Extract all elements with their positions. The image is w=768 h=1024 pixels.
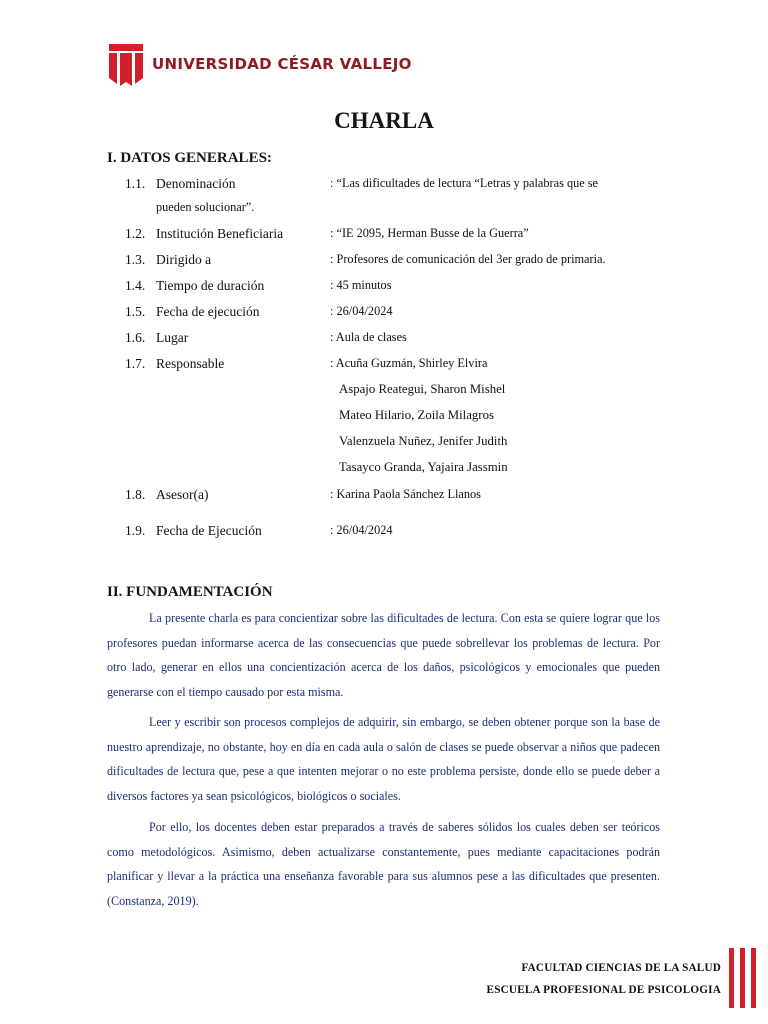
footer-school: ESCUELA PROFESIONAL DE PSICOLOGIA [486,984,721,996]
data-row-lugar [125,330,685,352]
row-number: 1.1. [125,176,146,191]
red-bar [740,948,745,1008]
footer-red-bars [729,948,765,1010]
row-label: Institución Beneficiaria [156,226,284,241]
paragraph: La presente charla es para concientizar sobre las dificultades de lectura. Con esta se quiere lograr que los profesores puedan informarse acerca de las consecuencias que puede sobrellevar los problemas de lectura. Por otro lado, generar en ellos una concientización acerca de los daños, psicológicos y emocionales que pueden generarse con el tiempo causado por esta misma. [107,611,660,700]
data-row-institucion [125,226,685,248]
responsable-name: Tasayco Granda, Yajaira Jassmin [339,460,508,474]
paragraph: Leer y escribir son procesos complejos de adquirir, sin embargo, se deben obtener porque son la base de nuestro aprendizaje, no obstante, hoy en día en cada aula o salón de clases se puede observar a niños que padecen dificultades de lectura que, pese a que intenten mejorar o no este problema persiste, donde ello se puede deber a diversos factores ya sean psicológicos, biológicos o sociales. [107,715,660,804]
row-label: Denominación [156,176,236,191]
row-label: Responsable [156,356,225,371]
responsable-name: Mateo Hilario, Zoila Milagros [339,408,494,422]
row-label: Lugar [156,330,189,345]
row-label: Fecha de ejecución [156,304,260,319]
row-value: : 26/04/2024 [330,304,393,318]
row-label: Fecha de Ejecución [156,523,262,538]
row-number: 1.5. [125,304,146,319]
data-row-denominacion [125,176,685,198]
row-value: : Profesores de comunicación del 3er grado de primaria. [330,252,606,266]
row-label: Asesor(a) [156,487,209,502]
row-value: : 45 minutos [330,278,392,292]
university-logo [108,42,412,86]
data-row-fecha-ejecucion-2 [125,523,685,545]
row-value: : “Las dificultades de lectura “Letras y palabras que se [330,176,599,190]
data-row-asesor [125,487,685,509]
denominacion-continuation: pueden solucionar”. [156,200,255,214]
row-number: 1.9. [125,523,146,538]
row-number: 1.6. [125,330,146,345]
section-heading-datos-generales: I. DATOS GENERALES: [107,150,272,166]
section-heading-fundamentacion: II. FUNDAMENTACIÓN [107,584,273,600]
row-value: : Acuña Guzmán, Shirley Elvira [330,356,488,370]
data-row-responsable [125,356,685,378]
row-label: Dirigido a [156,252,212,267]
row-number: 1.3. [125,252,146,267]
row-value: : Karina Paola Sánchez Llanos [330,487,481,501]
paragraph: Por ello, los docentes deben estar preparados a través de saberes sólidos los cuales deben ser teóricos como metodológicos. Asimismo, deben actualizarse constantemente, pues mediante capacitaciones podrán planificar y llevar a la práctica una enseñanza favorable para sus alumnos pese a las dificultades que presenten. (Constanza, 2019). [107,820,660,909]
responsable-name: Aspajo Reategui, Sharon Mishel [339,382,506,396]
row-number: 1.2. [125,226,146,241]
data-row-duracion [125,278,685,300]
footer-faculty: FACULTAD CIENCIAS DE LA SALUD [521,962,721,974]
row-value: : “IE 2095, Herman Busse de la Guerra” [330,226,529,240]
row-number: 1.4. [125,278,146,293]
row-label: Tiempo de duración [156,278,265,293]
responsable-name: Valenzuela Nuñez, Jenifer Judith [339,434,508,448]
ucv-shield-icon [108,42,144,86]
document-title: CHARLA [334,108,434,133]
row-number: 1.8. [125,487,146,502]
row-value: : 26/04/2024 [330,523,393,537]
red-bar [751,948,756,1008]
data-row-dirigido [125,252,685,274]
data-row-fecha-ejecucion [125,304,685,326]
row-value: : Aula de clases [330,330,407,344]
row-number: 1.7. [125,356,146,371]
logo-text: UNIVERSIDAD CÉSAR VALLEJO [152,55,412,73]
red-bar [729,948,734,1008]
